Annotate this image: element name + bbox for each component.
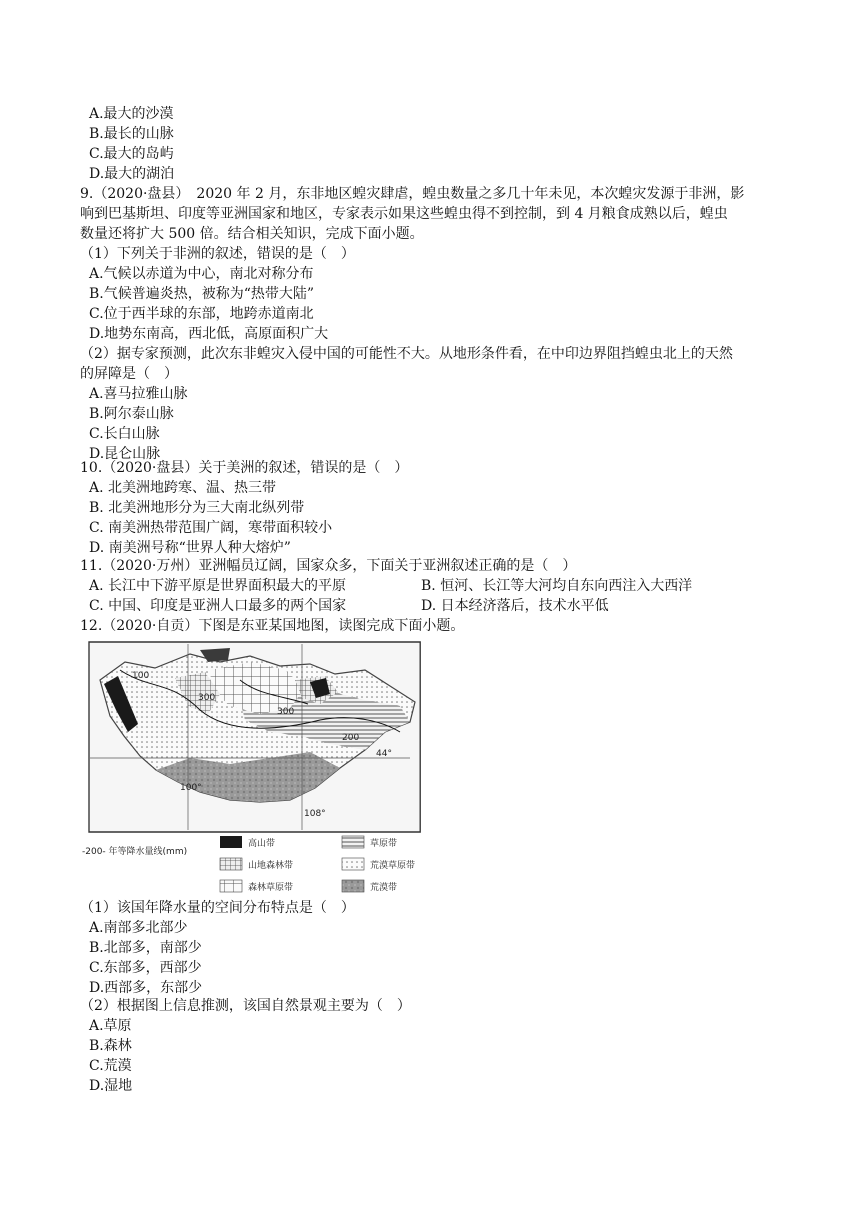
q11-option-b: B. 恒河、长江等大河均自东向西注入大西洋 [421, 578, 693, 594]
map-legend [82, 836, 415, 893]
q10-option-d: D. 南美洲号称“世界人种大熔炉” [89, 540, 291, 556]
q12-sub1-option-d: D.西部多，东部少 [89, 980, 203, 996]
legend-desert-steppe: 荒漠草原带 [370, 861, 416, 871]
coord-label-108: 108° [304, 809, 326, 819]
q9-sub2-option-a: A.喜马拉雅山脉 [89, 386, 188, 402]
legend-forest-steppe: 森林草原带 [248, 883, 294, 893]
q9-sub1-option-d: D.地势东南高，西北低，高原面积广大 [89, 326, 329, 342]
q12-sub1-option-b: B.北部多，南部少 [89, 940, 202, 956]
question-9-sub2-line1: （2）据专家预测，此次东非蝗灾入侵中国的可能性不大。从地形条件看，在中印边界阻挡蝗虫北上的天然 [80, 346, 733, 362]
option-a: A.最大的沙漠 [89, 106, 174, 122]
q9-sub2-option-b: B.阿尔泰山脉 [89, 406, 174, 422]
legend-swatch-forest-steppe [220, 880, 242, 892]
option-c: C.最大的岛屿 [89, 146, 174, 162]
q11-option-a: A. 长江中下游平原是世界面积最大的平原 [89, 578, 347, 594]
q12-sub1-option-a: A.南部多北部少 [89, 920, 188, 936]
q12-sub2-option-a: A.草原 [89, 1018, 132, 1034]
question-9-line3: 数量还将扩大 500 倍。结合相关知识，完成下面小题。 [80, 226, 424, 242]
legend-isohyet: -200- 年等降水量线(mm) [82, 847, 188, 857]
q9-sub1-option-c: C.位于西半球的东部，地跨赤道南北 [89, 306, 314, 322]
question-9-sub1: （1）下列关于非洲的叙述，错误的是（ ） [80, 246, 355, 262]
legend-mountain-forest: 山地森林带 [248, 861, 294, 871]
legend-swatch-desert-steppe [342, 858, 364, 870]
legend-swatch-alpine [220, 836, 242, 848]
q12-sub2-option-c: C.荒漠 [89, 1058, 132, 1074]
country-map-figure [80, 640, 430, 902]
q12-sub2-option-d: D.湿地 [89, 1078, 133, 1094]
isohyet-label-300a: 300 [198, 693, 216, 703]
q11-option-d: D. 日本经济落后，技术水平低 [421, 598, 609, 614]
question-9-line2: 响到巴基斯坦、印度等亚洲国家和地区，专家表示如果这些蝗虫得不到控制，到 4 月粮食成熟以后，蝗虫 [80, 206, 728, 222]
legend-steppe: 草原带 [370, 839, 398, 849]
question-12-stem: 12.（2020·自贡）下图是东亚某国地图，读图完成下面小题。 [80, 618, 465, 634]
q10-option-c: C. 南美洲热带范围广阔，寒带面积较小 [89, 520, 333, 536]
question-11-stem: 11.（2020·万州）亚洲幅员辽阔，国家众多，下面关于亚洲叙述正确的是（ ） [80, 558, 577, 574]
q12-sub2-option-b: B.森林 [89, 1038, 132, 1054]
q9-sub2-option-c: C.长白山脉 [89, 426, 160, 442]
legend-swatch-desert [342, 880, 364, 892]
option-d: D.最大的湖泊 [89, 166, 175, 182]
coord-label-100: 100° [180, 783, 202, 793]
question-9-line1: 9.（2020·盘县） 2020 年 2 月，东非地区蝗灾肆虐，蝗虫数量之多几十年未见，本次蝗灾发源于非洲，影 [80, 186, 745, 202]
question-9-sub2-line2: 的屏障是（ ） [80, 366, 178, 382]
legend-alpine: 高山带 [248, 839, 276, 849]
q11-option-c: C. 中国、印度是亚洲人口最多的两个国家 [89, 598, 347, 614]
question-12-sub2: （2）根据图上信息推测，该国自然景观主要为（ ） [80, 998, 411, 1014]
q9-sub1-option-b: B.气候普遍炎热，被称为“热带大陆” [89, 286, 315, 302]
q9-sub1-option-a: A.气候以赤道为中心，南北对称分布 [89, 266, 314, 282]
isohyet-label-200: 200 [342, 733, 360, 743]
legend-swatch-mountain-forest [220, 858, 242, 870]
option-b: B.最长的山脉 [89, 126, 174, 142]
question-10-stem: 10.（2020·盘县）关于美洲的叙述，错误的是（ ） [80, 460, 409, 476]
q12-sub1-option-c: C.东部多，西部少 [89, 960, 202, 976]
q10-option-b: B. 北美洲地形分为三大南北纵列带 [89, 500, 305, 516]
coord-label-44: 44° [376, 749, 392, 759]
q9-sub2-option-d: D.昆仑山脉 [89, 446, 161, 462]
question-12-sub1: （1）该国年降水量的空间分布特点是（ ） [80, 900, 355, 916]
isohyet-label-300b: 300 [277, 707, 295, 717]
legend-swatch-steppe [342, 836, 364, 848]
legend-desert: 荒漠带 [370, 883, 398, 893]
q10-option-a: A. 北美洲地跨寒、温、热三带 [89, 480, 277, 496]
isohyet-label-100: 100 [132, 671, 150, 681]
